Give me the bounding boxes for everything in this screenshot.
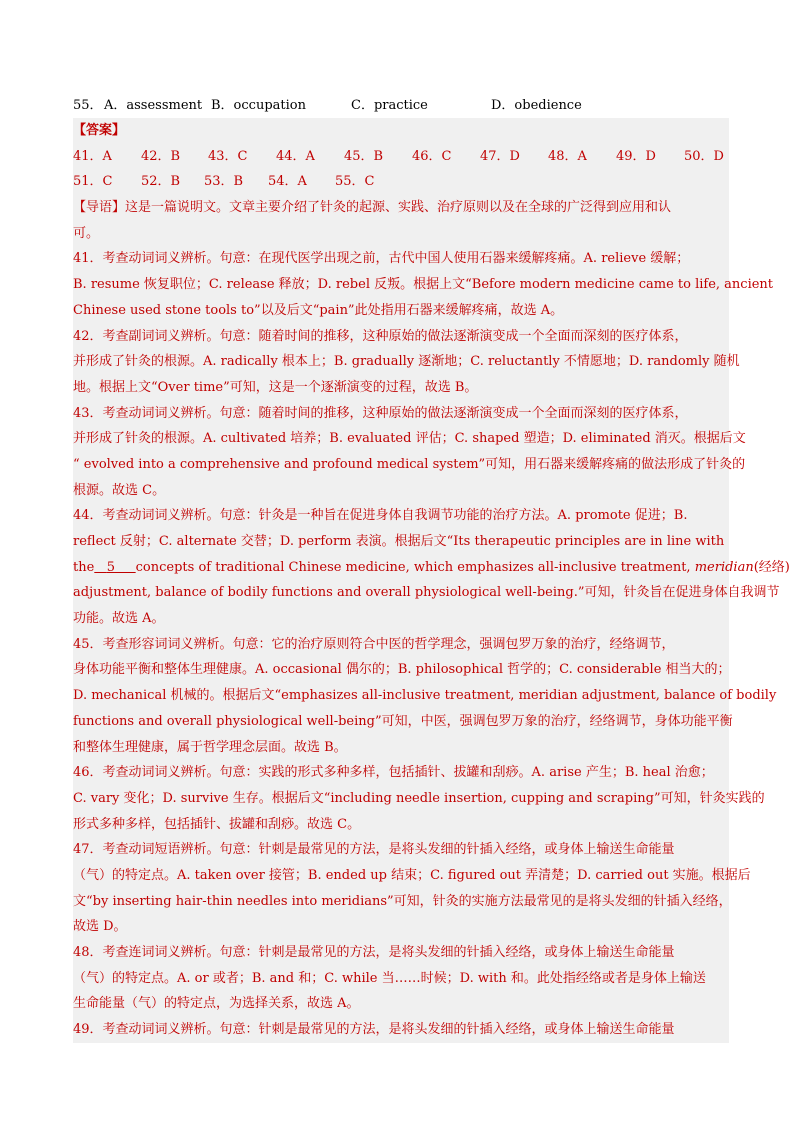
answer-section <box>73 118 790 1043</box>
answer-44: 44．A <box>276 148 315 164</box>
answer-row-2 <box>73 169 729 195</box>
answer-heading: 【答案】 <box>73 123 126 138</box>
option-b: B．occupation <box>211 98 306 113</box>
explanation-line-44-blank <box>73 555 790 581</box>
explanation-line: 43．考查动词词义辨析。句意：随着时间的推移，这种原始的做法逐渐演变成一个全面而深刻的医疗体系， <box>73 405 688 421</box>
explanation-line: reflect 反射；C. alternate 交替；D. perform 表演。根据后文“Its therapeutic principles are in line with <box>73 534 725 549</box>
meridian-italic: meridian <box>694 559 754 575</box>
explanation-line: （气）的特定点。A. taken over 接管；B. ended up 结束；C. figured out 弄清楚；D. carried out 实施。根据后 <box>73 867 751 883</box>
explanation-line: 根源。故选 C。 <box>73 482 166 498</box>
blank-suffix: (经络) <box>753 559 790 575</box>
explanation-line: “ evolved into a comprehensive and profound medical system”可知，用石器来缓解疼痛的做法形成了针灸的 <box>73 456 746 472</box>
answer-43: 43．C <box>208 148 248 164</box>
explanation-line: 并形成了针灸的根源。A. radically 根本上；B. gradually 逐渐地；C. reluctantly 不情愿地；D. randomly 随机 <box>73 354 740 370</box>
answer-49: 49．D <box>616 148 656 164</box>
answer-41: 41．A <box>73 148 112 164</box>
explanation-line: 48．考查连词词义辨析。句意：针刺是最常见的方法，是将头发细的针插入经络，或身体上输送生命能量 <box>73 945 675 960</box>
answer-45: 45．B <box>344 148 384 164</box>
explanation-line: 46．考查动词词义辨析。句意：实践的形式多种多样，包括插针、拔罐和刮痧。A. arise 产生；B. heal 治愈； <box>73 765 714 781</box>
blank-after: concepts of traditional Chinese medicine, which emphasizes all-inclusive treatment, <box>135 559 695 575</box>
explanation-line: 和整体生理健康，属于哲学理念层面。故选 B。 <box>73 739 347 755</box>
blank-number-text: 5 <box>106 559 115 575</box>
explanation-line: Chinese used stone tools to”以及后文“pain”此处指用石器来缓解疼痛，故选 A。 <box>73 302 564 318</box>
guide-line-1: 【导语】这是一篇说明文。文章主要介绍了针灸的起源、实践、治疗原则以及在全球的广泛得到应用和认 <box>73 200 672 216</box>
explanation-line: B. resume 恢复职位；C. release 释放；D. rebel 反叛。根据上文“Before modern medicine came to life, ancient <box>73 277 774 293</box>
explanation-line: D. mechanical 机械的。根据后文“emphasizes all-inclusive treatment, meridian adjustment, balance of bodily <box>73 688 777 704</box>
explanation-line: 44．考查动词词义辨析。句意：针灸是一种旨在促进身体自我调节功能的治疗方法。A. promote 促进；B. <box>73 508 688 524</box>
explanation-line: 41．考查动词词义辨析。句意：在现代医学出现之前，古代中国人使用石器来缓解疼痛。A. relieve 缓解； <box>73 251 690 267</box>
explanation-line: 生命能量（气）的特定点，为选择关系，故选 A。 <box>73 996 360 1012</box>
blank-prefix: the <box>73 559 95 575</box>
answer-52: 52．B <box>141 174 181 190</box>
explanation-line: 49．考查动词词义辨析。句意：针刺是最常见的方法，是将头发细的针插入经络，或身体上输送生命能量 <box>73 1022 675 1038</box>
explanation-line: 并形成了针灸的根源。A. cultivated 培养；B. evaluated 评估；C. shaped 塑造；D. eliminated 消灭。根据后文 <box>73 431 746 447</box>
answer-50: 50．D <box>684 148 724 164</box>
answer-51: 51．C <box>73 174 113 190</box>
option-a: A．assessment <box>104 98 203 113</box>
answer-53: 53．B <box>204 174 244 190</box>
explanation-line: 47．考查动词短语辨析。句意：针刺是最常见的方法，是将头发细的针插入经络，或身体上输送生命能量 <box>73 842 675 858</box>
question-number: 55． <box>73 98 103 113</box>
answer-55: 55．C <box>335 174 375 190</box>
answer-row-1 <box>73 144 729 170</box>
blank-number <box>94 560 135 575</box>
option-d: D．obedience <box>491 98 582 113</box>
answer-42: 42．B <box>141 148 181 164</box>
explanation-line: adjustment, balance of bodily functions and overall physiological well-being.”可知，针灸旨在促进身体自我调节 <box>73 585 780 601</box>
explanation-line: 故选 D。 <box>73 919 127 935</box>
explanation-line: 42．考查副词词义辨析。句意：随着时间的推移，这种原始的做法逐渐演变成一个全面而深刻的医疗体系， <box>73 328 688 344</box>
question-55-options <box>73 94 729 118</box>
answer-47: 47．D <box>480 148 520 164</box>
guide-line-2: 可。 <box>73 225 100 241</box>
document-content <box>73 94 790 1043</box>
explanation-line: C. vary 变化；D. survive 生存。根据后文“including needle insertion, cupping and scraping”可知，针灸实践的 <box>73 790 765 806</box>
explanation-line: （气）的特定点。A. or 或者；B. and 和；C. while 当……时候；D. with 和。此处指经络或者是身体上输送 <box>73 970 706 986</box>
option-c: C．practice <box>351 98 428 113</box>
answer-46: 46．C <box>412 148 452 164</box>
answer-48: 48．A <box>548 148 587 164</box>
explanation-line: 文“by inserting hair-thin needles into meridians”可知，针灸的实施方法最常见的是将头发细的针插入经络， <box>73 893 732 909</box>
explanation-line: 功能。故选 A。 <box>73 611 165 627</box>
answer-54: 54．A <box>268 174 307 190</box>
explanation-line: 地。根据上文“Over time”可知，这是一个逐渐演变的过程，故选 B。 <box>73 379 478 395</box>
explanation-line: 45．考查形容词词义辨析。句意：它的治疗原则符合中医的哲学理念，强调包罗万象的治疗，经络调节， <box>73 636 675 652</box>
explanation-line: 身体功能平衡和整体生理健康。A. occasional 偶尔的；B. philosophical 哲学的；C. considerable 相当大的； <box>73 662 731 678</box>
explanation-line: functions and overall physiological well-being”可知，中医，强调包罗万象的治疗，经络调节，身体功能平衡 <box>73 713 733 729</box>
explanation-line: 形式多种多样，包括插针、拔罐和刮痧。故选 C。 <box>73 816 361 832</box>
